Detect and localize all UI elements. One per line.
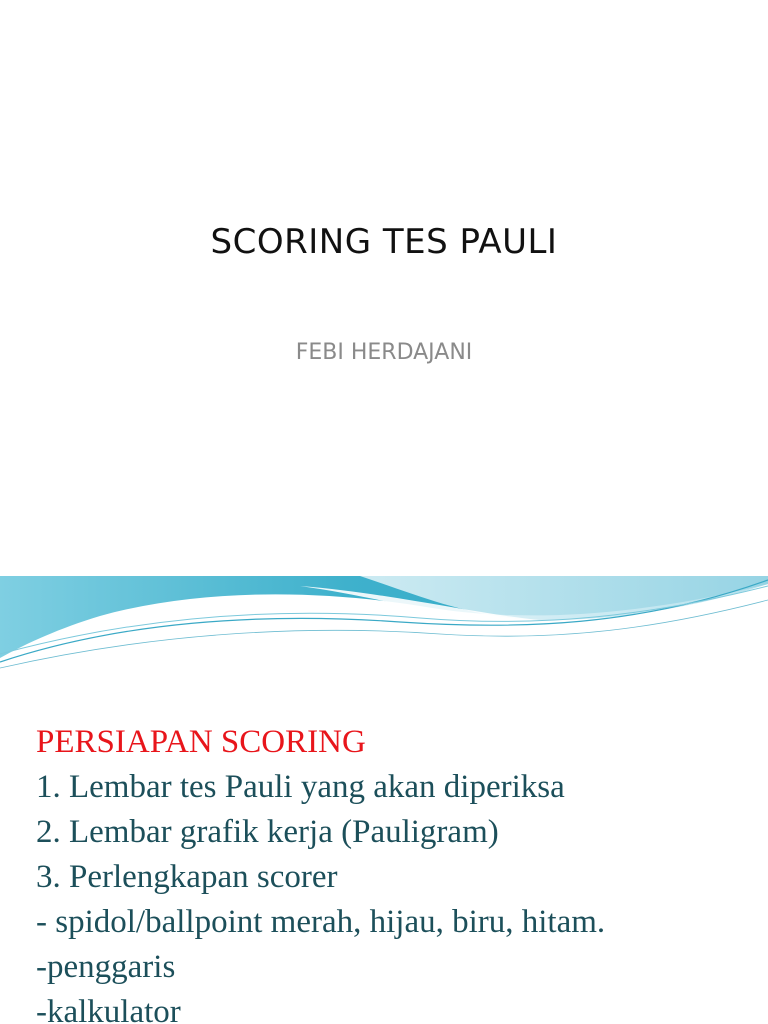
list-item: 3. Perlengkapan scorer	[36, 859, 338, 895]
slide-subtitle: FEBI HERDAJANI	[295, 340, 473, 365]
content-slide	[0, 576, 768, 1024]
content-heading: PERSIAPAN SCORING	[36, 724, 366, 760]
slide-title: SCORING TES PAULI	[210, 222, 558, 262]
list-item: 2. Lembar grafik kerja (Pauligram)	[36, 814, 499, 850]
list-item: -penggaris	[36, 949, 176, 985]
list-item: - spidol/ballpoint merah, hijau, biru, hitam.	[36, 904, 606, 940]
list-item: -kalkulator	[36, 994, 181, 1024]
list-item: 1. Lembar tes Pauli yang akan diperiksa	[36, 769, 565, 805]
wave-decoration	[0, 576, 768, 676]
content-text	[36, 720, 756, 1024]
